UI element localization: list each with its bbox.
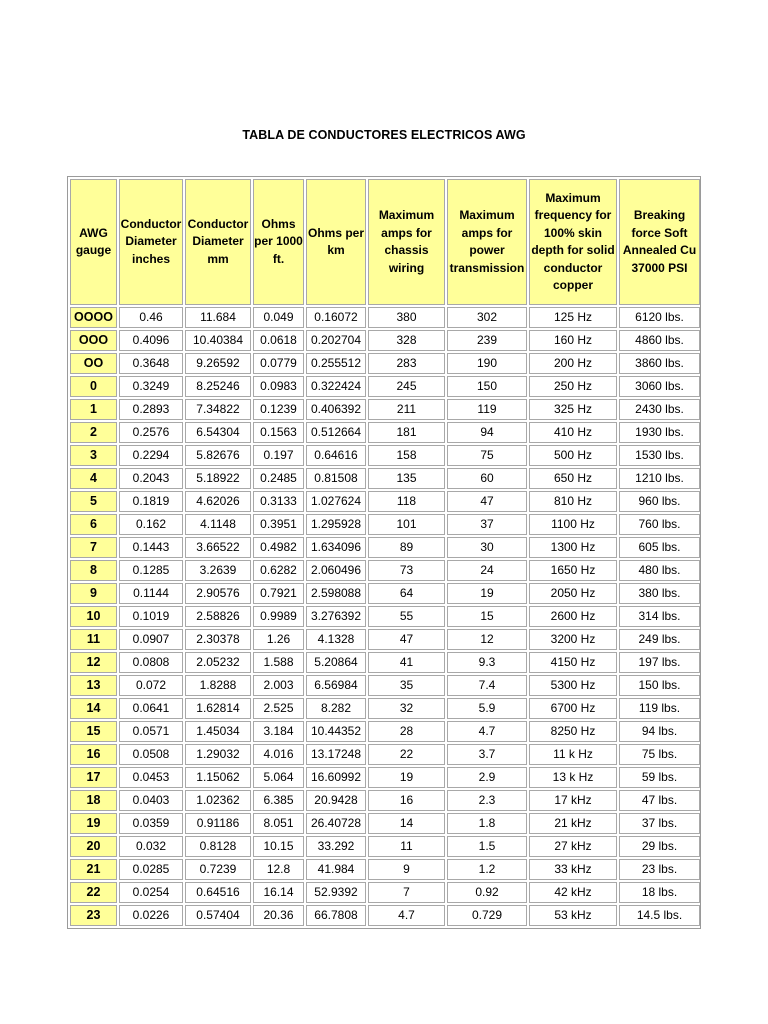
table-cell: 0.81508	[306, 468, 366, 489]
table-cell: 0.16072	[306, 307, 366, 328]
gauge-cell: 12	[70, 652, 117, 673]
table-cell: 64	[368, 583, 445, 604]
awg-table	[68, 177, 702, 928]
table-cell: 500 Hz	[529, 445, 617, 466]
table-row	[70, 330, 700, 351]
table-cell: 89	[368, 537, 445, 558]
table-cell: 1.027624	[306, 491, 366, 512]
table-cell: 20.9428	[306, 790, 366, 811]
table-cell: 211	[368, 399, 445, 420]
header-row	[70, 179, 700, 305]
table-cell: 0.049	[253, 307, 304, 328]
table-row	[70, 629, 700, 650]
column-header: Maximum amps for chassis wiring	[368, 179, 445, 305]
table-cell: 6.385	[253, 790, 304, 811]
table-cell: 26.40728	[306, 813, 366, 834]
table-cell: 0.2043	[119, 468, 183, 489]
table-cell: 200 Hz	[529, 353, 617, 374]
gauge-cell: OOOO	[70, 307, 117, 328]
table-cell: 0.032	[119, 836, 183, 857]
table-cell: 73	[368, 560, 445, 581]
table-cell: 0.2576	[119, 422, 183, 443]
table-cell: 3860 lbs.	[619, 353, 700, 374]
table-cell: 4.7	[368, 905, 445, 926]
gauge-cell: 8	[70, 560, 117, 581]
table-cell: 8.051	[253, 813, 304, 834]
table-cell: 19	[447, 583, 527, 604]
table-cell: 150 lbs.	[619, 675, 700, 696]
column-header: Breaking force Soft Annealed Cu 37000 PSI	[619, 179, 700, 305]
table-cell: 6.54304	[185, 422, 251, 443]
table-cell: 4.1328	[306, 629, 366, 650]
table-cell: 1.8	[447, 813, 527, 834]
table-cell: 480 lbs.	[619, 560, 700, 581]
gauge-cell: 7	[70, 537, 117, 558]
table-cell: 0.9989	[253, 606, 304, 627]
table-cell: 118	[368, 491, 445, 512]
table-cell: 9	[368, 859, 445, 880]
table-cell: 197 lbs.	[619, 652, 700, 673]
table-cell: 0.406392	[306, 399, 366, 420]
table-cell: 4860 lbs.	[619, 330, 700, 351]
table-cell: 9.26592	[185, 353, 251, 374]
table-cell: 0.0618	[253, 330, 304, 351]
table-cell: 8.25246	[185, 376, 251, 397]
table-cell: 30	[447, 537, 527, 558]
table-cell: 12	[447, 629, 527, 650]
gauge-cell: 2	[70, 422, 117, 443]
gauge-cell: OOO	[70, 330, 117, 351]
gauge-cell: 17	[70, 767, 117, 788]
awg-table-frame	[67, 176, 701, 929]
table-cell: 2050 Hz	[529, 583, 617, 604]
table-cell: 0.46	[119, 307, 183, 328]
table-cell: 0.0285	[119, 859, 183, 880]
table-cell: 0.3133	[253, 491, 304, 512]
table-cell: 3060 lbs.	[619, 376, 700, 397]
gauge-cell: 5	[70, 491, 117, 512]
table-cell: 0.1443	[119, 537, 183, 558]
table-row	[70, 445, 700, 466]
table-cell: 0.072	[119, 675, 183, 696]
table-cell: 14	[368, 813, 445, 834]
table-cell: 28	[368, 721, 445, 742]
table-cell: 2.525	[253, 698, 304, 719]
table-cell: 8.282	[306, 698, 366, 719]
table-cell: 1.295928	[306, 514, 366, 535]
table-cell: 380	[368, 307, 445, 328]
table-cell: 0.0453	[119, 767, 183, 788]
table-cell: 0.0254	[119, 882, 183, 903]
table-cell: 250 Hz	[529, 376, 617, 397]
table-cell: 1210 lbs.	[619, 468, 700, 489]
table-cell: 0.91186	[185, 813, 251, 834]
table-cell: 0.1563	[253, 422, 304, 443]
table-cell: 0.4096	[119, 330, 183, 351]
table-cell: 24	[447, 560, 527, 581]
gauge-cell: 0	[70, 376, 117, 397]
table-cell: 10.40384	[185, 330, 251, 351]
table-cell: 53 kHz	[529, 905, 617, 926]
gauge-cell: 10	[70, 606, 117, 627]
table-cell: 94 lbs.	[619, 721, 700, 742]
table-cell: 0.2294	[119, 445, 183, 466]
table-cell: 42 kHz	[529, 882, 617, 903]
table-cell: 6.56984	[306, 675, 366, 696]
column-header: Ohms per km	[306, 179, 366, 305]
gauge-cell: 18	[70, 790, 117, 811]
table-cell: 1.29032	[185, 744, 251, 765]
gauge-cell: 14	[70, 698, 117, 719]
table-cell: 101	[368, 514, 445, 535]
table-cell: 0.3648	[119, 353, 183, 374]
table-cell: 16.14	[253, 882, 304, 903]
table-cell: 11.684	[185, 307, 251, 328]
table-cell: 302	[447, 307, 527, 328]
table-cell: 0.4982	[253, 537, 304, 558]
table-cell: 181	[368, 422, 445, 443]
table-cell: 0.0808	[119, 652, 183, 673]
table-cell: 94	[447, 422, 527, 443]
table-cell: 0.162	[119, 514, 183, 535]
table-row	[70, 698, 700, 719]
table-cell: 0.1285	[119, 560, 183, 581]
table-cell: 158	[368, 445, 445, 466]
table-cell: 11 k Hz	[529, 744, 617, 765]
table-cell: 283	[368, 353, 445, 374]
table-cell: 22	[368, 744, 445, 765]
table-cell: 810 Hz	[529, 491, 617, 512]
table-row	[70, 675, 700, 696]
gauge-cell: 23	[70, 905, 117, 926]
table-cell: 59 lbs.	[619, 767, 700, 788]
table-cell: 0.255512	[306, 353, 366, 374]
table-cell: 190	[447, 353, 527, 374]
table-cell: 3200 Hz	[529, 629, 617, 650]
table-cell: 2.90576	[185, 583, 251, 604]
table-row	[70, 721, 700, 742]
page-title: TABLA DE CONDUCTORES ELECTRICOS AWG	[242, 128, 526, 142]
table-cell: 0.2893	[119, 399, 183, 420]
table-cell: 16.60992	[306, 767, 366, 788]
table-cell: 325 Hz	[529, 399, 617, 420]
table-cell: 9.3	[447, 652, 527, 673]
table-cell: 1.5	[447, 836, 527, 857]
table-cell: 1.588	[253, 652, 304, 673]
column-header: AWG gauge	[70, 179, 117, 305]
table-cell: 5.9	[447, 698, 527, 719]
table-cell: 1530 lbs.	[619, 445, 700, 466]
table-cell: 0.64516	[185, 882, 251, 903]
table-cell: 3.2639	[185, 560, 251, 581]
table-cell: 380 lbs.	[619, 583, 700, 604]
table-cell: 7.4	[447, 675, 527, 696]
table-cell: 3.276392	[306, 606, 366, 627]
table-row	[70, 813, 700, 834]
table-cell: 0.64616	[306, 445, 366, 466]
table-cell: 47	[368, 629, 445, 650]
table-cell: 1.02362	[185, 790, 251, 811]
table-cell: 1930 lbs.	[619, 422, 700, 443]
table-cell: 16	[368, 790, 445, 811]
table-cell: 35	[368, 675, 445, 696]
table-row	[70, 767, 700, 788]
gauge-cell: 1	[70, 399, 117, 420]
table-cell: 239	[447, 330, 527, 351]
table-cell: 5.20864	[306, 652, 366, 673]
table-body	[70, 307, 700, 926]
table-cell: 0.1019	[119, 606, 183, 627]
table-cell: 10.44352	[306, 721, 366, 742]
table-row	[70, 307, 700, 328]
table-cell: 2.598088	[306, 583, 366, 604]
gauge-cell: 13	[70, 675, 117, 696]
table-cell: 14.5 lbs.	[619, 905, 700, 926]
table-row	[70, 652, 700, 673]
table-cell: 2.9	[447, 767, 527, 788]
table-cell: 23 lbs.	[619, 859, 700, 880]
table-cell: 0.0359	[119, 813, 183, 834]
table-cell: 17 kHz	[529, 790, 617, 811]
table-cell: 6120 lbs.	[619, 307, 700, 328]
table-cell: 1100 Hz	[529, 514, 617, 535]
column-header: Conductor Diameter inches	[119, 179, 183, 305]
table-row	[70, 905, 700, 926]
table-row	[70, 399, 700, 420]
table-cell: 150	[447, 376, 527, 397]
table-cell: 32	[368, 698, 445, 719]
column-header: Maximum amps for power transmission	[447, 179, 527, 305]
table-cell: 0.0641	[119, 698, 183, 719]
gauge-cell: 9	[70, 583, 117, 604]
table-cell: 19	[368, 767, 445, 788]
table-row	[70, 882, 700, 903]
column-header: Conductor Diameter mm	[185, 179, 251, 305]
table-cell: 2.05232	[185, 652, 251, 673]
table-cell: 0.0226	[119, 905, 183, 926]
table-cell: 2.58826	[185, 606, 251, 627]
table-cell: 0.7239	[185, 859, 251, 880]
table-cell: 20.36	[253, 905, 304, 926]
gauge-cell: 4	[70, 468, 117, 489]
gauge-cell: 6	[70, 514, 117, 535]
table-row	[70, 353, 700, 374]
table-cell: 15	[447, 606, 527, 627]
table-cell: 1.62814	[185, 698, 251, 719]
table-cell: 0.0403	[119, 790, 183, 811]
table-cell: 119 lbs.	[619, 698, 700, 719]
table-cell: 0.8128	[185, 836, 251, 857]
table-cell: 0.2485	[253, 468, 304, 489]
table-cell: 18 lbs.	[619, 882, 700, 903]
column-header: Maximum frequency for 100% skin depth for solid conductor copper	[529, 179, 617, 305]
table-row	[70, 560, 700, 581]
gauge-cell: 11	[70, 629, 117, 650]
table-cell: 29 lbs.	[619, 836, 700, 857]
table-cell: 1.45034	[185, 721, 251, 742]
table-cell: 0.512664	[306, 422, 366, 443]
gauge-cell: 19	[70, 813, 117, 834]
table-cell: 960 lbs.	[619, 491, 700, 512]
table-cell: 1.8288	[185, 675, 251, 696]
table-cell: 0.202704	[306, 330, 366, 351]
table-cell: 0.729	[447, 905, 527, 926]
table-cell: 1.2	[447, 859, 527, 880]
table-row	[70, 583, 700, 604]
table-cell: 0.0907	[119, 629, 183, 650]
table-cell: 47	[447, 491, 527, 512]
table-cell: 2.30378	[185, 629, 251, 650]
table-cell: 41.984	[306, 859, 366, 880]
table-cell: 245	[368, 376, 445, 397]
table-cell: 66.7808	[306, 905, 366, 926]
table-cell: 12.8	[253, 859, 304, 880]
table-cell: 75 lbs.	[619, 744, 700, 765]
table-cell: 37	[447, 514, 527, 535]
gauge-cell: OO	[70, 353, 117, 374]
table-cell: 11	[368, 836, 445, 857]
table-cell: 47 lbs.	[619, 790, 700, 811]
table-row	[70, 376, 700, 397]
table-cell: 41	[368, 652, 445, 673]
table-cell: 4.62026	[185, 491, 251, 512]
gauge-cell: 15	[70, 721, 117, 742]
gauge-cell: 20	[70, 836, 117, 857]
table-row	[70, 422, 700, 443]
table-row	[70, 859, 700, 880]
table-cell: 7	[368, 882, 445, 903]
table-row	[70, 836, 700, 857]
table-cell: 2.003	[253, 675, 304, 696]
table-cell: 0.0508	[119, 744, 183, 765]
table-cell: 55	[368, 606, 445, 627]
table-cell: 1.15062	[185, 767, 251, 788]
table-cell: 13.17248	[306, 744, 366, 765]
table-cell: 52.9392	[306, 882, 366, 903]
table-cell: 10.15	[253, 836, 304, 857]
table-cell: 2.060496	[306, 560, 366, 581]
table-cell: 650 Hz	[529, 468, 617, 489]
table-cell: 21 kHz	[529, 813, 617, 834]
table-cell: 0.3951	[253, 514, 304, 535]
table-cell: 3.66522	[185, 537, 251, 558]
table-cell: 160 Hz	[529, 330, 617, 351]
table-cell: 605 lbs.	[619, 537, 700, 558]
gauge-cell: 21	[70, 859, 117, 880]
table-cell: 75	[447, 445, 527, 466]
table-cell: 5.18922	[185, 468, 251, 489]
gauge-cell: 3	[70, 445, 117, 466]
table-cell: 8250 Hz	[529, 721, 617, 742]
table-cell: 0.3249	[119, 376, 183, 397]
table-row	[70, 790, 700, 811]
table-cell: 1.634096	[306, 537, 366, 558]
table-cell: 314 lbs.	[619, 606, 700, 627]
table-cell: 37 lbs.	[619, 813, 700, 834]
table-cell: 135	[368, 468, 445, 489]
table-cell: 0.7921	[253, 583, 304, 604]
table-cell: 0.92	[447, 882, 527, 903]
table-cell: 760 lbs.	[619, 514, 700, 535]
table-cell: 0.1239	[253, 399, 304, 420]
table-cell: 3.7	[447, 744, 527, 765]
table-cell: 3.184	[253, 721, 304, 742]
table-cell: 0.1144	[119, 583, 183, 604]
table-cell: 0.0571	[119, 721, 183, 742]
table-cell: 410 Hz	[529, 422, 617, 443]
column-header: Ohms per 1000 ft.	[253, 179, 304, 305]
table-cell: 125 Hz	[529, 307, 617, 328]
table-cell: 1650 Hz	[529, 560, 617, 581]
table-cell: 2.3	[447, 790, 527, 811]
table-cell: 4.016	[253, 744, 304, 765]
table-cell: 0.0779	[253, 353, 304, 374]
table-row	[70, 468, 700, 489]
table-cell: 5.064	[253, 767, 304, 788]
table-cell: 6700 Hz	[529, 698, 617, 719]
table-cell: 4.7	[447, 721, 527, 742]
table-cell: 4.1148	[185, 514, 251, 535]
table-cell: 249 lbs.	[619, 629, 700, 650]
table-cell: 4150 Hz	[529, 652, 617, 673]
table-cell: 0.6282	[253, 560, 304, 581]
table-cell: 33.292	[306, 836, 366, 857]
table-cell: 7.34822	[185, 399, 251, 420]
table-cell: 0.57404	[185, 905, 251, 926]
gauge-cell: 22	[70, 882, 117, 903]
gauge-cell: 16	[70, 744, 117, 765]
table-row	[70, 514, 700, 535]
table-cell: 1300 Hz	[529, 537, 617, 558]
table-row	[70, 744, 700, 765]
table-cell: 2430 lbs.	[619, 399, 700, 420]
table-cell: 328	[368, 330, 445, 351]
table-row	[70, 491, 700, 512]
table-cell: 0.0983	[253, 376, 304, 397]
table-cell: 13 k Hz	[529, 767, 617, 788]
table-cell: 5.82676	[185, 445, 251, 466]
table-cell: 0.322424	[306, 376, 366, 397]
table-cell: 2600 Hz	[529, 606, 617, 627]
table-cell: 5300 Hz	[529, 675, 617, 696]
table-row	[70, 537, 700, 558]
table-cell: 0.197	[253, 445, 304, 466]
table-cell: 0.1819	[119, 491, 183, 512]
table-cell: 33 kHz	[529, 859, 617, 880]
table-cell: 27 kHz	[529, 836, 617, 857]
table-cell: 60	[447, 468, 527, 489]
table-row	[70, 606, 700, 627]
table-cell: 119	[447, 399, 527, 420]
table-cell: 1.26	[253, 629, 304, 650]
